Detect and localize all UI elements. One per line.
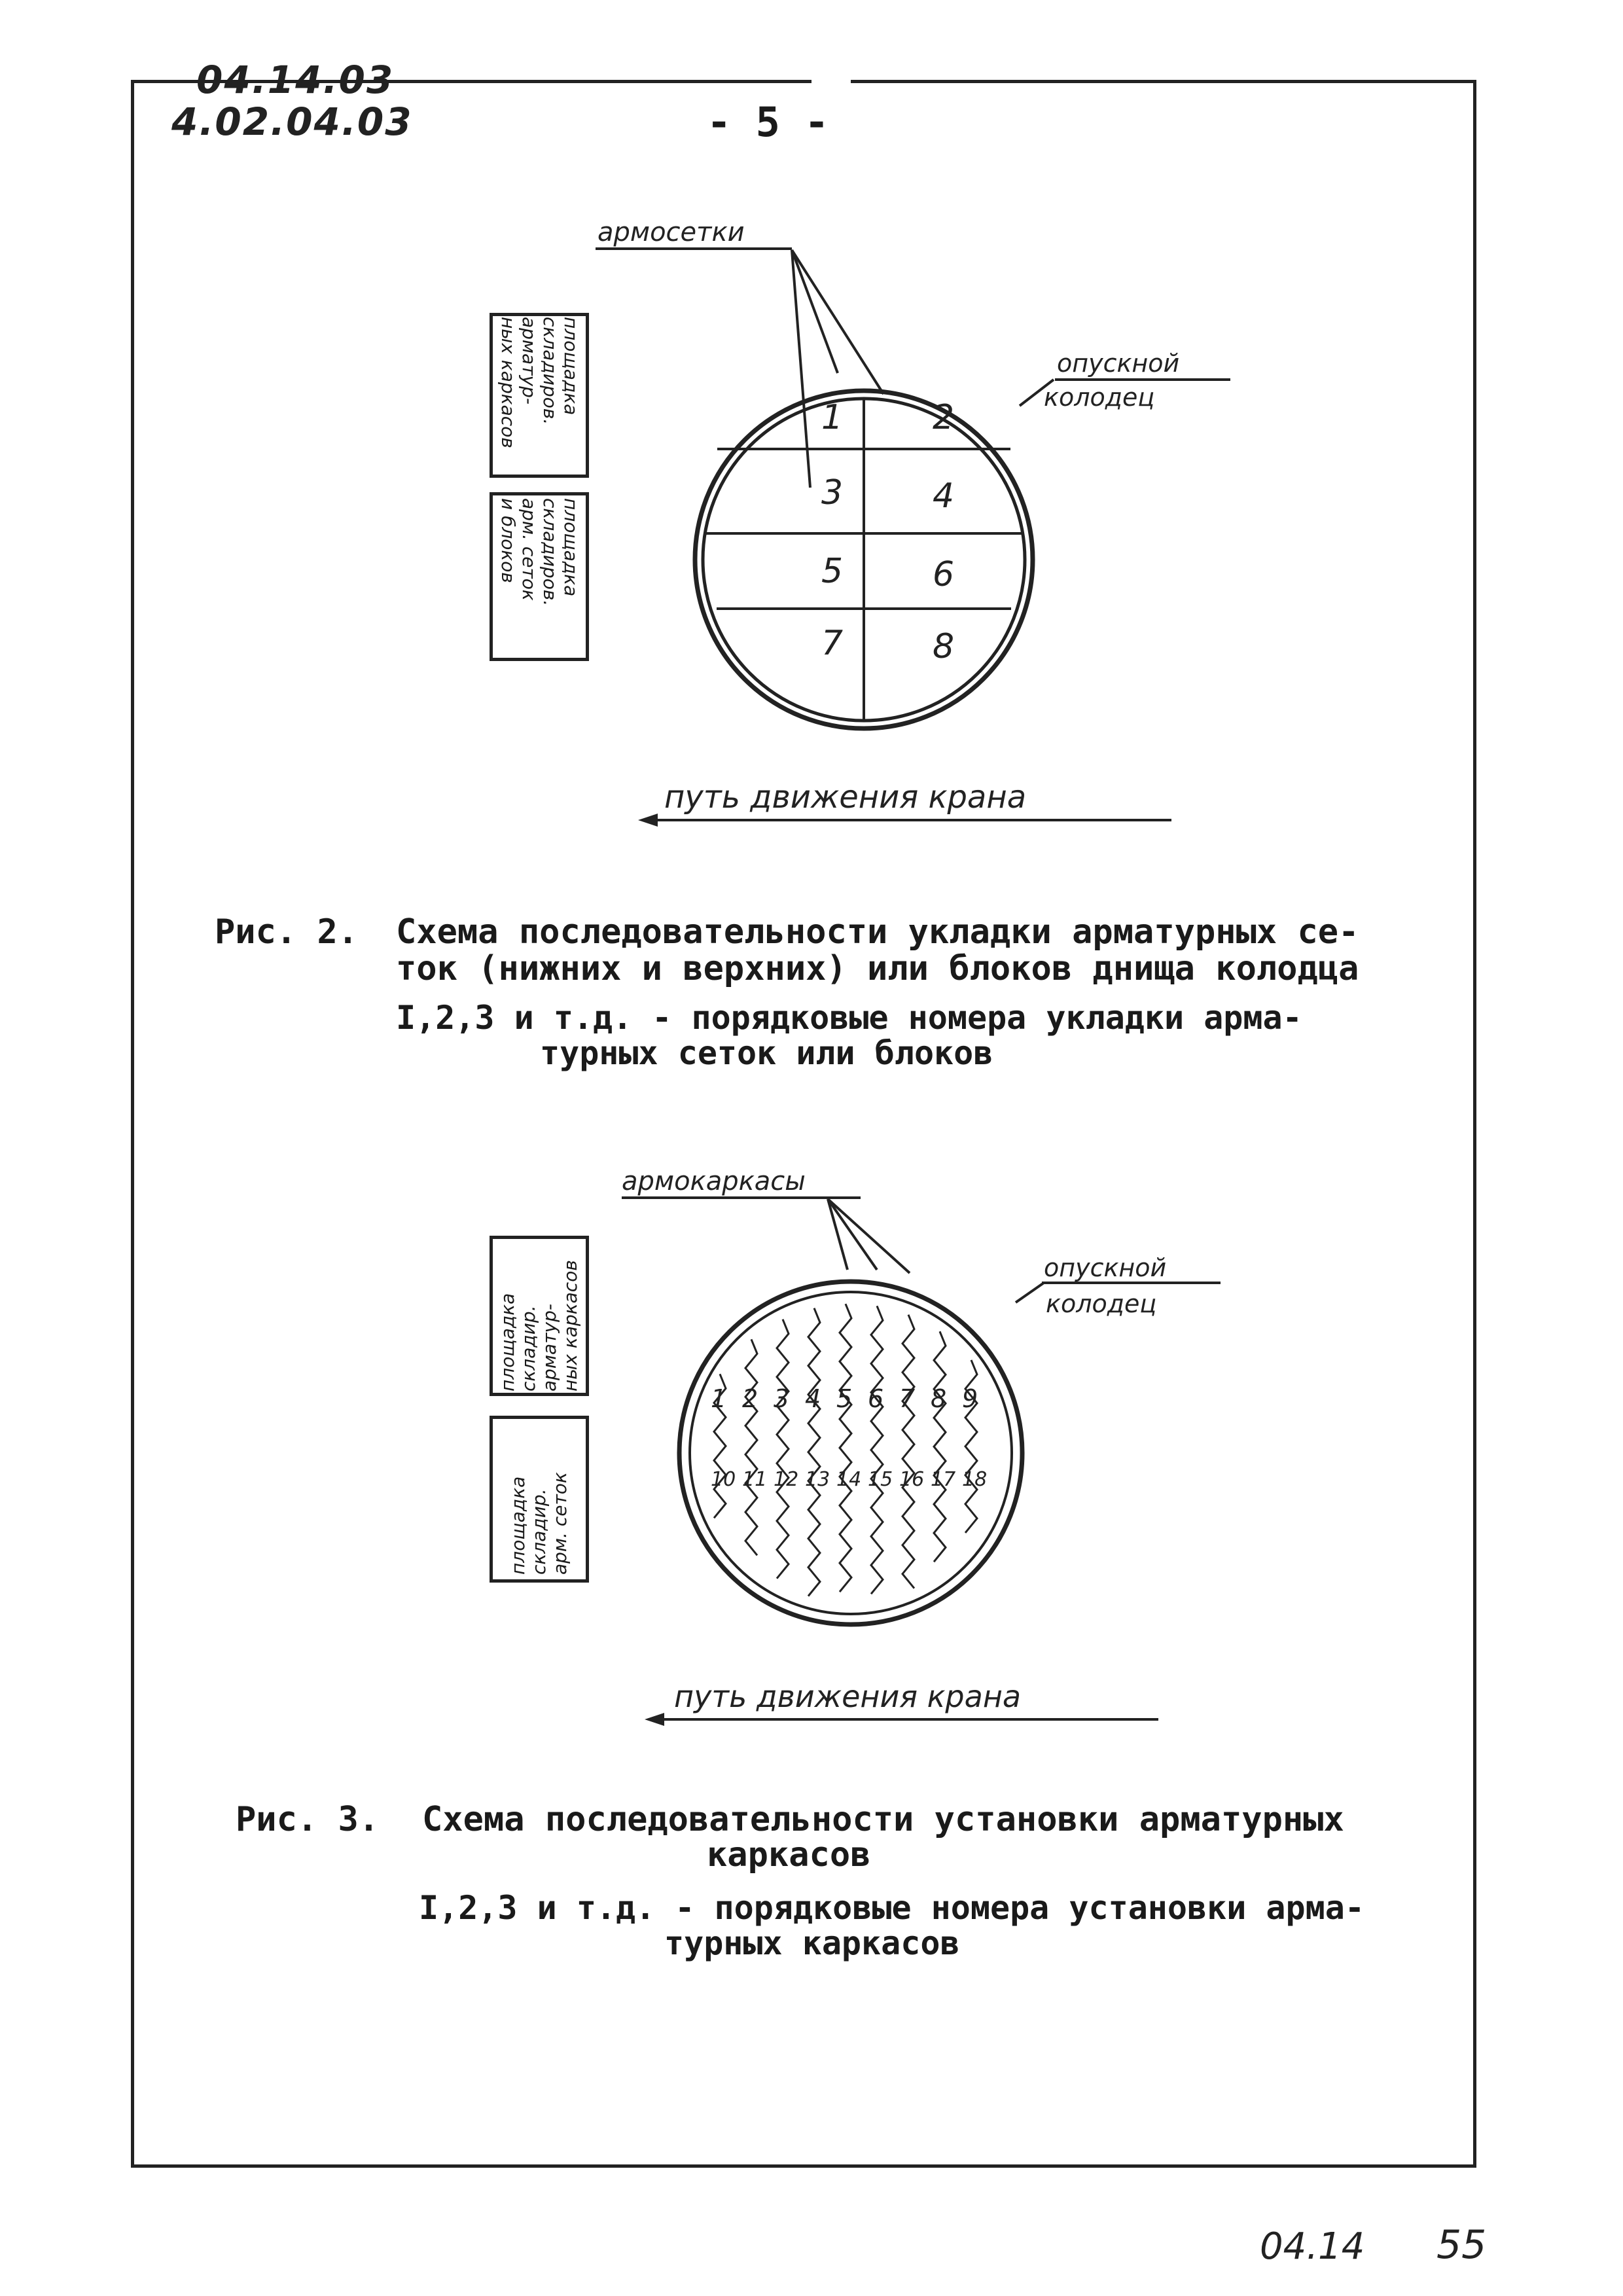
frame-number-5: 5 <box>836 1384 853 1413</box>
crane-path-arrow-fig2 <box>638 810 1175 830</box>
frame-top-line-right <box>851 80 1473 83</box>
box-lower-line-4: и блоков <box>497 498 519 583</box>
note-fig2-line-1: I,2,3 и т.д. - порядковые номера укладки арма- <box>396 999 1302 1037</box>
label-meshes: армосетки <box>597 217 745 247</box>
cell-1: 1 <box>821 398 844 437</box>
frame-number-4: 4 <box>805 1384 821 1413</box>
label-frames: армокаркасы <box>622 1166 806 1196</box>
frame-wave-8 <box>934 1331 946 1562</box>
cell-7: 7 <box>821 624 844 663</box>
cell-8: 8 <box>933 627 955 666</box>
box3-upper-line-2: складир. <box>518 1304 539 1391</box>
crane-path-fig3: путь движения крана <box>674 1679 1022 1714</box>
frame-number-1: 1 <box>711 1384 727 1413</box>
note-fig2-line-2: турных сеток или блоков <box>540 1034 993 1072</box>
frame-wave-5 <box>840 1304 851 1592</box>
storage-box-frames-fig2 <box>490 313 589 478</box>
frame-wave-6 <box>871 1306 883 1594</box>
box-upper-line-4: ных каркасов <box>497 317 519 448</box>
frame-number-2: 2 <box>742 1384 758 1413</box>
frame-number-18: 18 <box>962 1468 988 1491</box>
footer-mark: 04.14 <box>1260 2225 1365 2268</box>
crane-path-fig2: путь движения крана <box>664 779 1027 816</box>
cell-5: 5 <box>821 552 844 591</box>
caption-fig3-line-2: каркасов <box>707 1835 871 1874</box>
frame-number-14: 14 <box>836 1468 862 1491</box>
box3-lower-line-2: складир. <box>528 1488 550 1575</box>
frame-number-6: 6 <box>868 1384 884 1413</box>
figure-3-diagram <box>458 1152 1309 1662</box>
frame-wave-2 <box>745 1339 757 1555</box>
cell-6: 6 <box>933 555 955 594</box>
box-lower-line-1: площадка <box>560 498 582 597</box>
box3-lower-line-3: арм. сеток <box>549 1471 571 1575</box>
crane-path-arrow-fig3 <box>645 1710 1162 1729</box>
frame-number-11: 11 <box>742 1468 768 1491</box>
doc-code-top: 04.14.03 <box>196 58 395 102</box>
note-fig3-line-2: турных каркасов <box>664 1924 960 1962</box>
note-fig3-line-1: I,2,3 и т.д. - порядковые номера установки арма- <box>419 1889 1364 1927</box>
box-upper-line-3: арматур- <box>518 317 540 404</box>
box3-upper-line-3: арматур- <box>539 1303 560 1391</box>
label-well-1: опускной <box>1057 349 1180 378</box>
label-well-2: колодец <box>1044 383 1155 412</box>
frame-number-17: 17 <box>931 1468 956 1491</box>
storage-box-meshes-fig3 <box>490 1416 589 1583</box>
frame-number-7: 7 <box>899 1384 916 1413</box>
caption-fig2-number: Рис. 2. <box>215 912 359 952</box>
frame-number-10: 10 <box>711 1468 736 1491</box>
caption-fig2-line-1: Схема последовательности укладки арматурных се- <box>396 912 1359 952</box>
frame-number-15: 15 <box>868 1468 893 1491</box>
cell-2: 2 <box>933 398 955 437</box>
frame-wave-3 <box>777 1319 789 1579</box>
frame-number-13: 13 <box>805 1468 830 1491</box>
storage-box-meshes-fig2 <box>490 492 589 661</box>
frame-number-8: 8 <box>931 1384 947 1413</box>
frame-number-9: 9 <box>962 1384 978 1413</box>
frame-wave-4 <box>808 1308 820 1596</box>
caption-fig2-line-2: ток (нижних и верхних) или блоков днища колодца <box>396 949 1359 988</box>
storage-box-frames-fig3 <box>490 1236 589 1396</box>
page-number: - 5 - <box>707 98 829 146</box>
box-lower-line-3: арм. сеток <box>518 498 540 601</box>
cell-3: 3 <box>821 473 844 512</box>
sheet-number: 55 <box>1436 2222 1487 2268</box>
box-upper-line-1: площадка <box>560 317 582 416</box>
cell-4: 4 <box>933 476 955 516</box>
label-well-fig3-1: опускной <box>1044 1253 1167 1282</box>
frame-number-3: 3 <box>774 1384 790 1413</box>
frame-wave-7 <box>902 1315 914 1588</box>
caption-fig3-number: Рис. 3. <box>236 1800 380 1839</box>
frame-number-16: 16 <box>899 1468 925 1491</box>
box-upper-line-2: складиров. <box>539 317 561 425</box>
caption-fig3-line-1: Схема последовательности установки арматурных <box>422 1800 1344 1839</box>
doc-code: 4.02.04.03 <box>171 99 413 144</box>
box-lower-line-2: складиров. <box>539 498 561 607</box>
box3-lower-line-1: площадка <box>507 1476 529 1575</box>
frame-number-12: 12 <box>774 1468 799 1491</box>
box3-upper-line-1: площадка <box>497 1293 518 1391</box>
box3-upper-line-4: ных каркасов <box>560 1259 581 1391</box>
label-well-fig3-2: колодец <box>1046 1289 1157 1318</box>
